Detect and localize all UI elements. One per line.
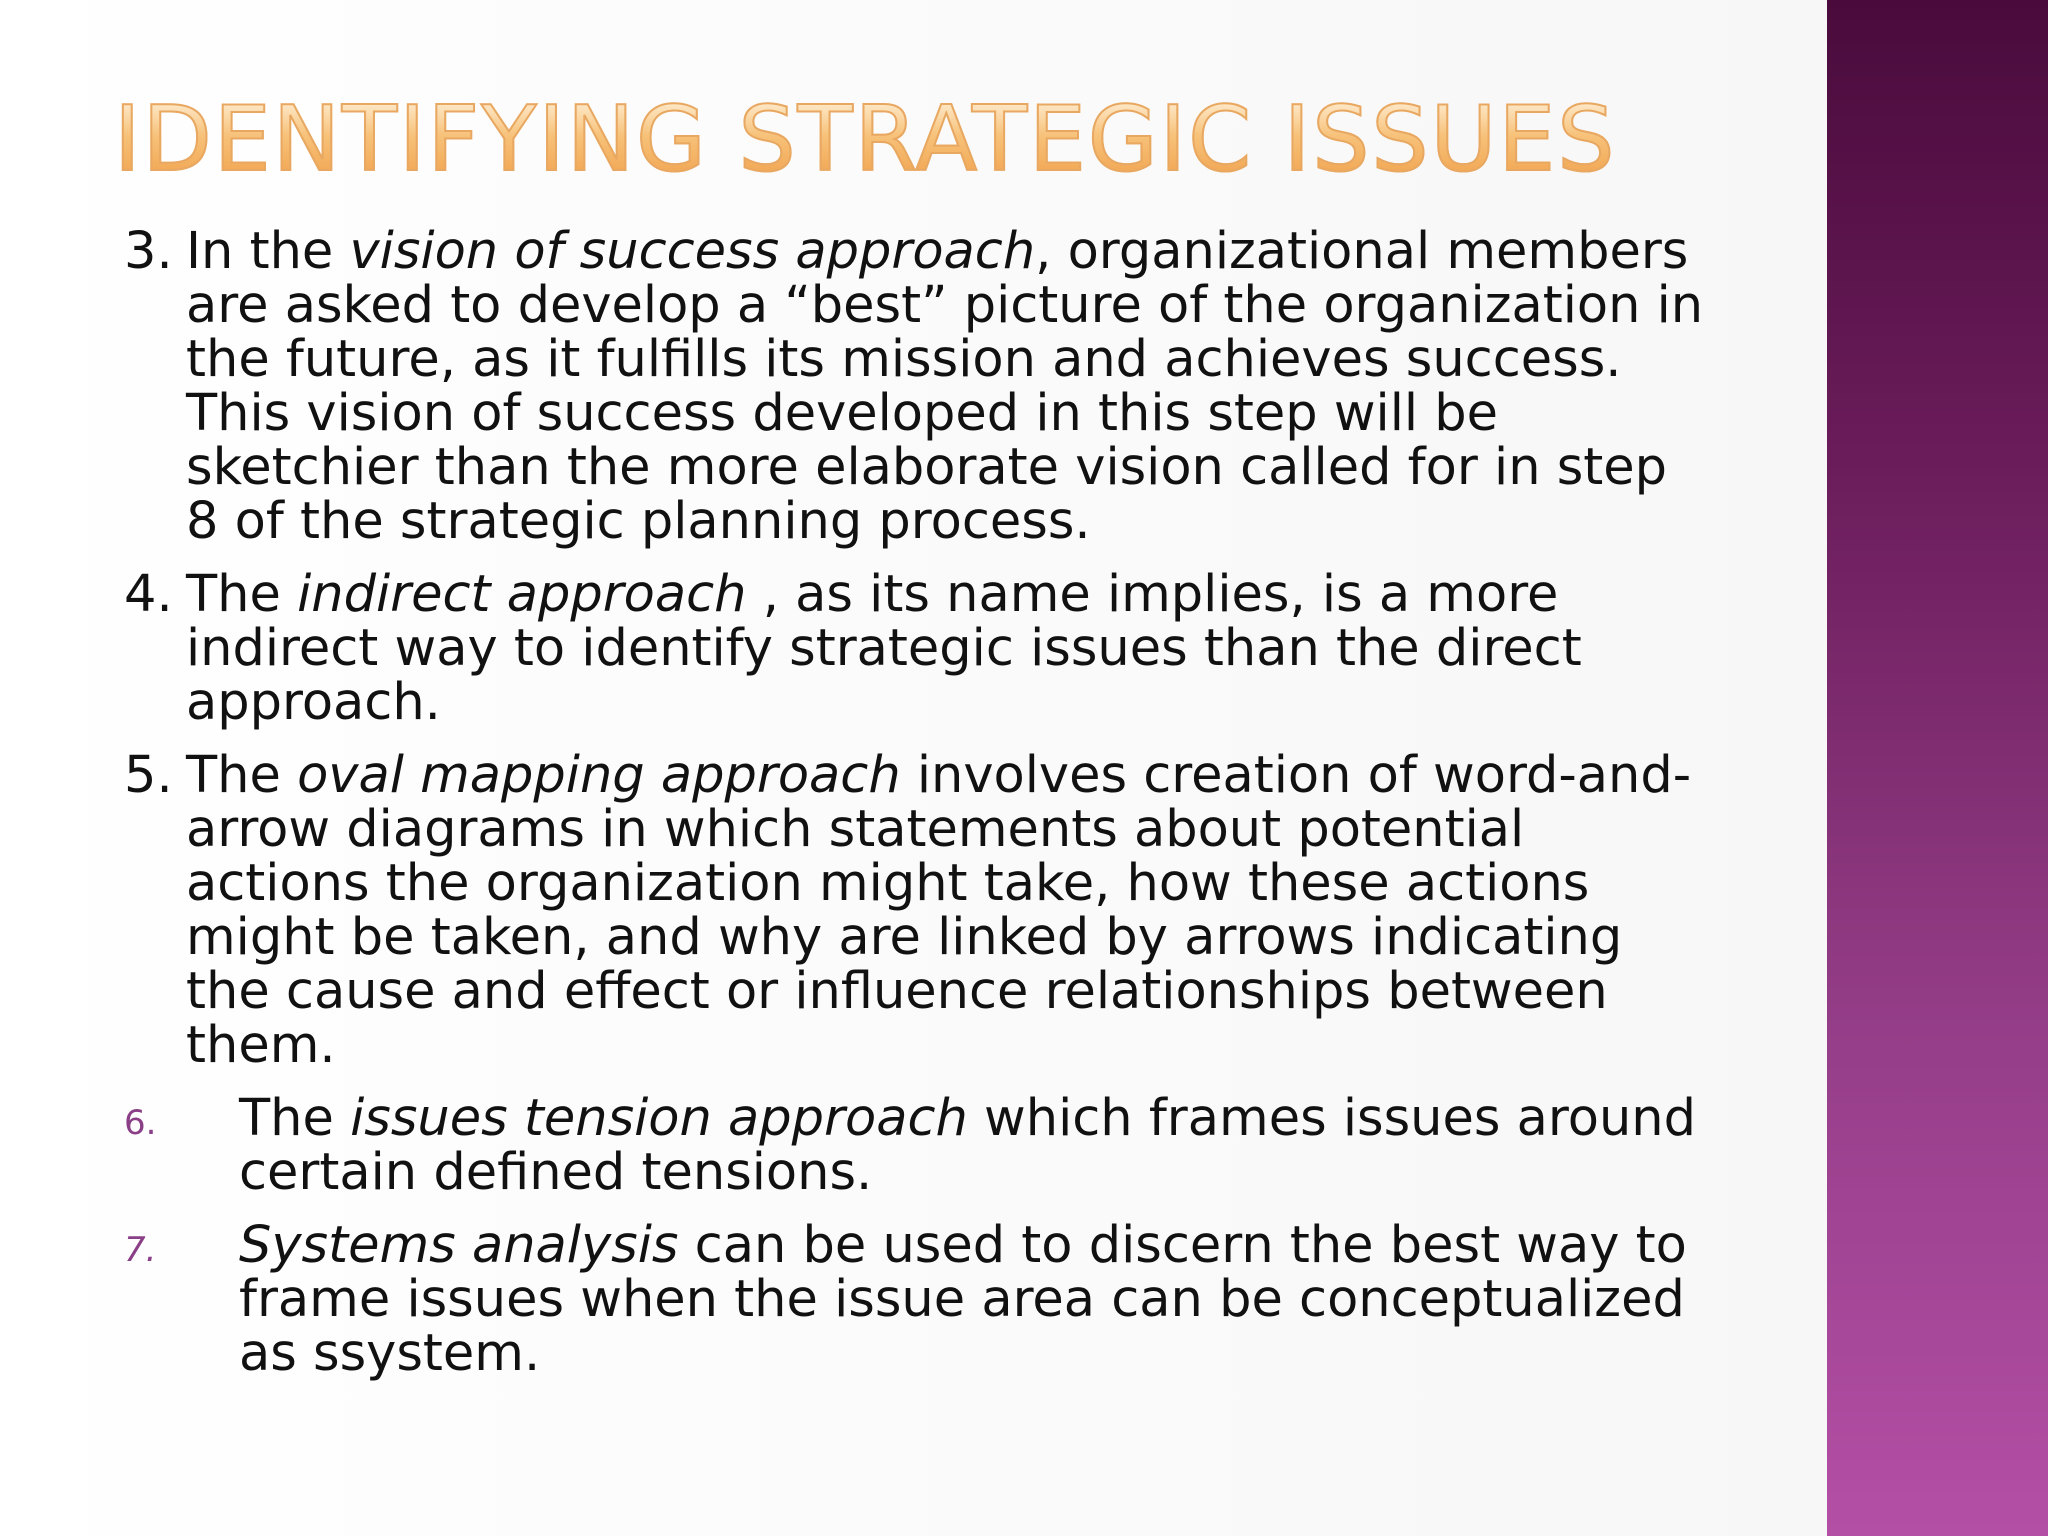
item-term: issues tension approach [350, 1089, 968, 1148]
item-text: , as its name implies, is a more indirect way to identify strategic issues than the direct approach. [186, 565, 1582, 732]
item-text-lead: The [186, 746, 298, 805]
list-item-5 [124, 746, 1704, 1075]
item-text: , organizational members are asked to develop a “best” picture of the organization in the future, as it fulfills its mission and achieves success. This vision of success developed in this step will be sketchier than the more elaborate vision called for in step 8 of the strategic planning process. [186, 222, 1704, 551]
item-text-lead: In the [186, 222, 350, 281]
item-text: which frames issues around certain defined tensions. [239, 1089, 1696, 1202]
list-item-3 [124, 222, 1704, 551]
item-text: can be used to discern the best way to frame issues when the issue area can be conceptualized as ssystem. [239, 1216, 1687, 1383]
item-number: 3. [124, 222, 173, 281]
item-term: oval mapping approach [297, 746, 901, 805]
list-item-7 [124, 1216, 1704, 1383]
list-item-4 [124, 565, 1704, 732]
item-text: involves creation of word-and-arrow diagrams in which statements about potential actions the organization might take, how these actions might be taken, and why are linked by arrows indicating the cause and effect or influence relationships between them. [186, 746, 1692, 1075]
list-item-6 [124, 1089, 1704, 1202]
slide-body [124, 222, 1704, 1400]
slide-title: IDENTIFYING STRATEGIC ISSUES [114, 87, 1617, 192]
item-number: 4. [124, 565, 173, 624]
item-term: Systems analysis [239, 1216, 679, 1275]
item-term: indirect approach [297, 565, 747, 624]
decorative-side-band [1827, 0, 2048, 1536]
item-number: 5. [124, 746, 173, 805]
item-term: vision of success approach [349, 222, 1036, 281]
item-marker: 6. [124, 1103, 157, 1143]
item-text-lead: The [239, 1089, 351, 1148]
item-marker: 7. [124, 1230, 157, 1270]
item-text-lead: The [186, 565, 298, 624]
